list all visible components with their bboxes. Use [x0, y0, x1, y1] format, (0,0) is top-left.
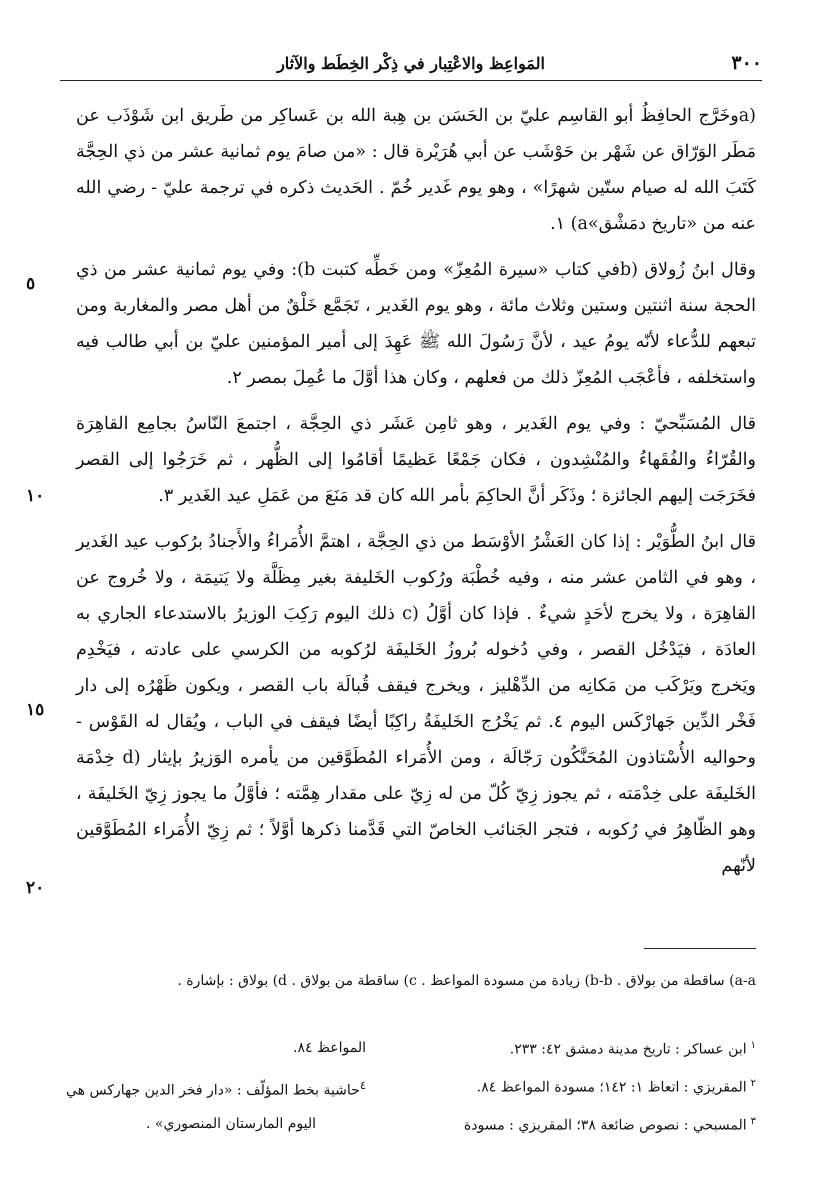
paragraph-2: وقال ابنُ زُولاق (bفي كتاب «سيرة المُعِزّ» ومن خَطِّه كتبت b): وفي يوم ثمانية عشر من ذي الحجة سنة اثنتين وستين وثلاث مائة ، وهو يوم الغَدير ، تَجَمَّع خَلْقٌ من أهل مصر والمغاربة ومن تبعهم للدُّعاء لأنّه يومُ عيد ، لأنَّ رَسُولَ الله ﷺ عَهِدَ إلى أمير المؤمنين عليّ بن أبي طالب فيه واستخلفه ، فأعْجَب المُعِزّ ذلك من فعلهم ، وكان هذا أوَّلَ ما عُمِلَ بمصر ٢. [76, 260, 756, 388]
footnote-text: حاشية بخط المؤلّف : «دار فخر الدين جهاركس هي [66, 1082, 360, 1099]
page-number: ٣٠٠ [731, 52, 762, 74]
variant-readings: a-a) ساقطة من بولاق . b-b) زيادة من مسودة المواعظ . c) ساقطة من بولاق . d) بولاق : بإشارة . [177, 973, 756, 989]
running-title: المَواعِظ والاعْتِبار في ذِكْر الخِطَط والآثار [277, 54, 545, 73]
line-number: ١٥ [26, 700, 45, 720]
paragraph-4: قال ابنُ الطُّوَيْر : إذا كان العَشْرُ الأوْسَط من ذي الحِجَّة ، اهتمَّ الأُمَراءُ والأَجنادُ برُكوب عيد الغَدير ، وهو في الثامن عشر منه ، وفيه خُطْبَة ورُكوب الخَليفة بغير مِظَلَّة ولا يَتيمَة ، ولا خُروج عن القاهِرَة ، ولا يخرج لأحَدٍ شيءٌ . فإذا كان أوَّلُ (c ذلك اليوم رَكِبَ الوزيرُ بالاستدعاء الجاري به العادَة ، فيَدْخُل القصر ، وفي دُخوله بُروزُ الخَليفَة لرُكوبه من الكرسي على عادته ، فيَخْدِم ويَخرج ويَرْكَب من مَكانِه من الدِّهْليز ، ويخرج فيقف قُبالَة باب القصر ، ويكون ظَهْرُه إلى دار فَخْر الدِّين جَهارْكَس اليوم ٤. ثم يَخْرُج الخَليفَةُ راكِبًا أيضًا فيقف في الباب ، ويُقال له القَوْس - وحواليه الأُسْتاذون المُحَنَّكُون رَجّالَة ، ومن الأُمَراء المُطَوَّقين من يأمره الوَزيرُ بإيثار (d خِدْمَة الخَليفَة على خِدْمَته ، ثم يجوز زِيّ كُلّ من له زِيّ على مقدار هِمَّته ؛ فأوَّلُ ما يجوز زِيّ الخَليفَة ، وهو الظّاهِرُ في رُكوبه ، فتجر الجَنائب الخاصّ التي قَدَّمنا ذكرها أوَّلاً ؛ ثم زِيّ الأُمَراء المُطَوَّقين لأنّهم [76, 532, 756, 876]
line-number: ٢٠ [26, 878, 45, 898]
footnote-text: المسبحي : نصوص ضائعة ٣٨؛ المقريزي : مسودة [463, 1117, 747, 1134]
footnote-number: ٢ [750, 1078, 756, 1089]
footnote-divider [644, 948, 756, 949]
line-number: ٥ [26, 274, 36, 294]
footnote-text: ابن عساكر : تاريخ مدينة دمشق ٤٢: ٢٣٣. [509, 1041, 747, 1058]
footnote-1 [510, 1040, 756, 1058]
main-text [76, 98, 756, 894]
line-number: ١٠ [26, 486, 45, 506]
footnote-1-continued: المواعظ ٨٤. [293, 1040, 366, 1056]
footnote-4 [66, 1078, 366, 1099]
footnote-text: المقريزي : اتعاظ ١: ١٤٢؛ مسودة المواعظ ٨٤. [476, 1079, 747, 1096]
footnote-4-continued: اليوم المارستان المنصوري» . [146, 1116, 316, 1132]
footnote-2 [477, 1078, 756, 1096]
footnote-number: ١ [750, 1040, 756, 1051]
footnote-3 [464, 1116, 756, 1134]
paragraph-1: (aوخَرَّج الحافِظُ أبو القاسِم عليّ بن الحَسَن بن هِبة الله بن عَساكِر من طَريق ابن شَوْذَب عن مَطَر الوَرّاق عن شَهْر بن حَوْشَب عن أبي هُرَيْرة قال : «من صامَ يوم ثمانية عشر من ذي الحِجَّة كَتَبَ الله له صيام ستّين شهرًا» ، وهو يوم غَدير خُمّ . الحَديث ذكره في ترجمة عليّ - رضي الله عنه من «تاريخ دمَشْق»a) ١. [76, 106, 756, 234]
paragraph-3: قال المُسَبِّحيّ : وفي يوم الغَدير ، وهو ثامِن عَشَر ذي الحِجَّة ، اجتمعَ النّاسُ بجامِع القاهِرَة والقُرّاءُ والفُقَهاءُ والمُنْشِدون ، فكان جَمْعًا عَظيمًا أقامُوا إلى الظُّهر ، ثم خَرَجُوا إلى القصر فخَرَجَت إليهم الجائزة ؛ وذَكَر أنَّ الحاكِمَ بأمر الله كان قد مَنَعَ من عَمَلِ عيد الغَدير ٣. [76, 414, 756, 506]
footnote-number: ٤ [359, 1078, 367, 1092]
footnote-number: ٣ [750, 1116, 756, 1127]
page-header [60, 46, 762, 81]
